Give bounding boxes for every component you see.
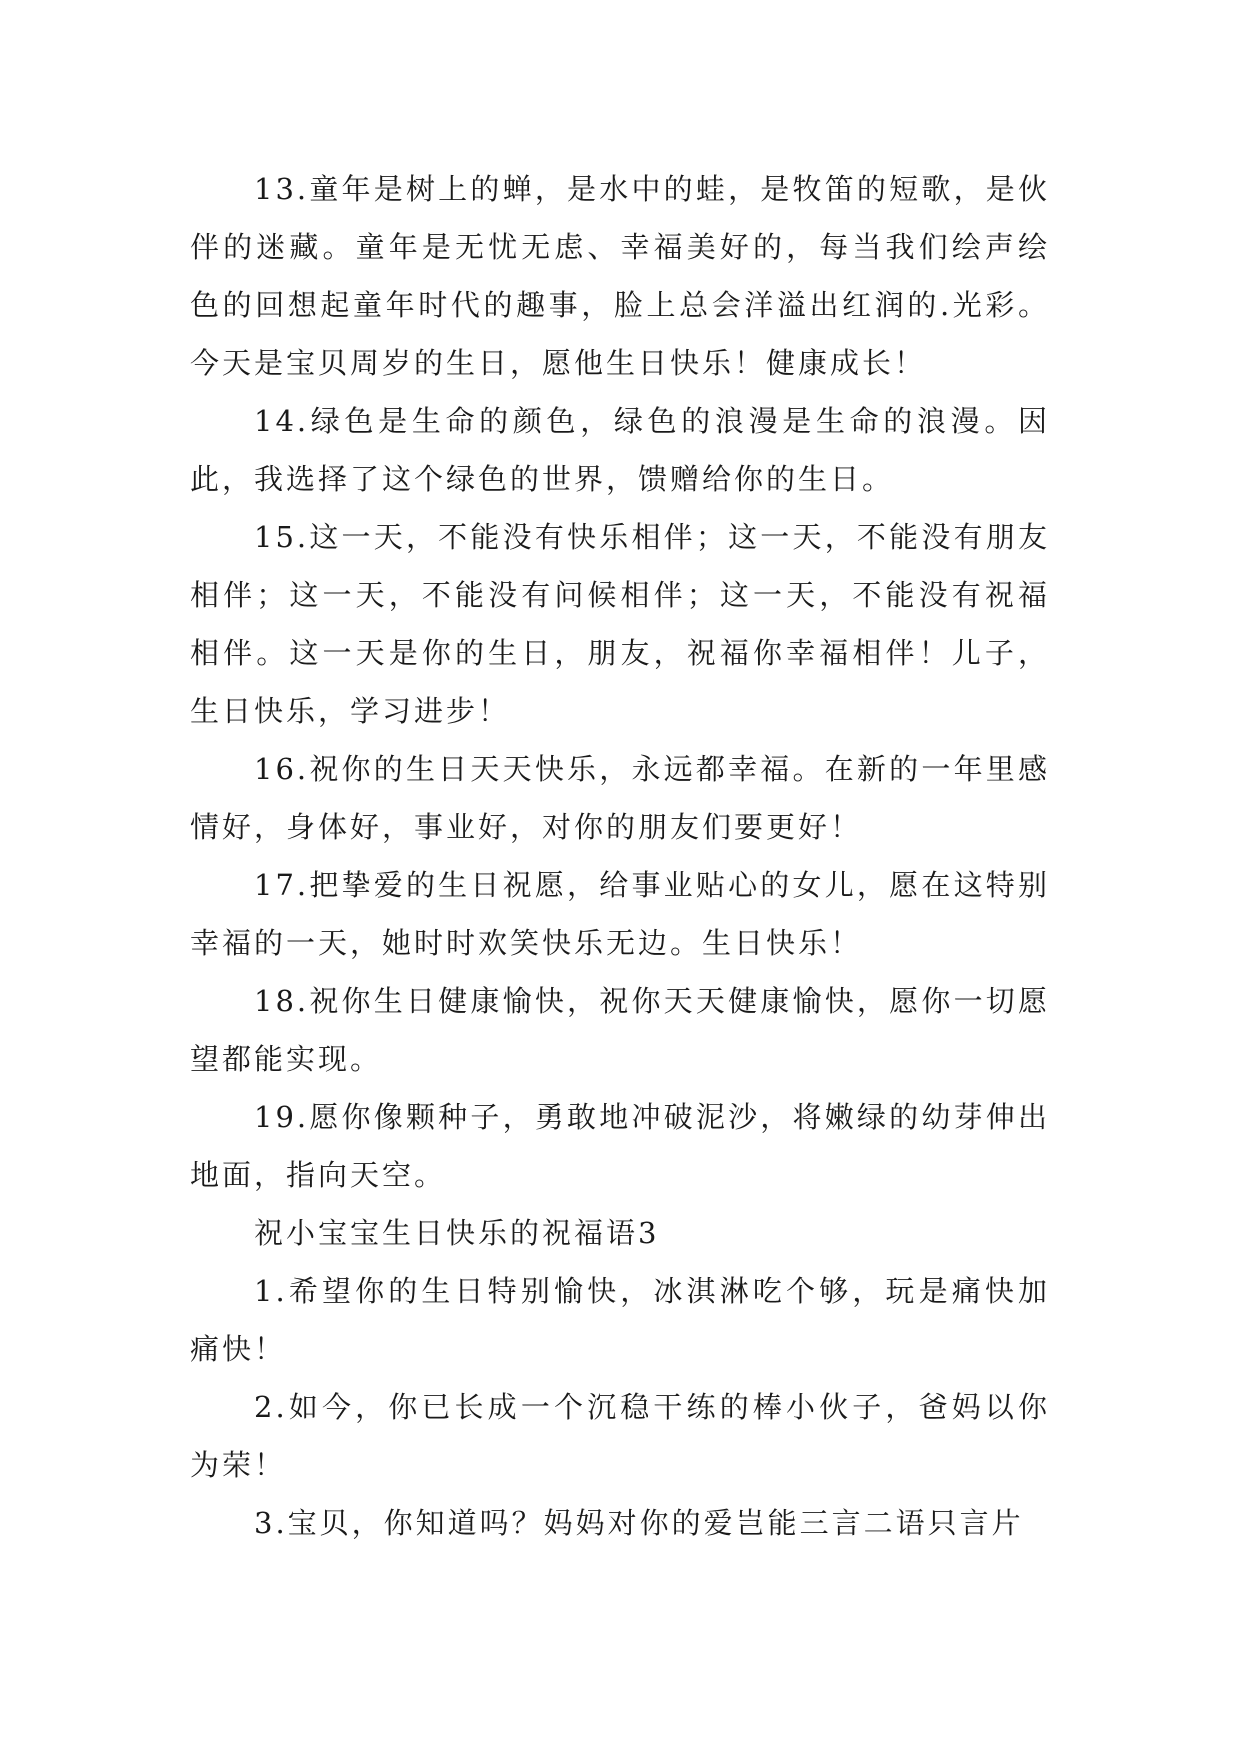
document-body [190,160,1050,1552]
paragraph-17: 17.把挚爱的生日祝愿，给事业贴心的女儿，愿在这特别幸福的一天，她时时欢笑快乐无边。生日快乐！ [190,868,1050,960]
section-heading: 祝小宝宝生日快乐的祝福语3 [254,1216,660,1250]
paragraph-18: 18.祝你生日健康愉快，祝你天天健康愉快，愿你一切愿望都能实现。 [190,984,1050,1076]
paragraph-3: 3.宝贝，你知道吗？妈妈对你的爱岂能三言二语只言片 [254,1506,1024,1540]
paragraph-15: 15.这一天，不能没有快乐相伴；这一天，不能没有朋友相伴；这一天，不能没有问候相伴；这一天，不能没有祝福相伴。这一天是你的生日，朋友，祝福你幸福相伴！儿子，生日快乐，学习进步！ [190,520,1050,728]
paragraph-19: 19.愿你像颗种子，勇敢地冲破泥沙，将嫩绿的幼芽伸出地面，指向天空。 [190,1100,1050,1192]
paragraph-14: 14.绿色是生命的颜色，绿色的浪漫是生命的浪漫。因此，我选择了这个绿色的世界，馈赠给你的生日。 [190,404,1050,496]
paragraph-2: 2.如今，你已长成一个沉稳干练的棒小伙子，爸妈以你为荣！ [190,1390,1050,1482]
paragraph-13: 13.童年是树上的蝉，是水中的蛙，是牧笛的短歌，是伙伴的迷藏。童年是无忧无虑、幸福美好的，每当我们绘声绘色的回想起童年时代的趣事，脸上总会洋溢出红润的.光彩。今天是宝贝周岁的生日，愿他生日快乐！健康成长！ [190,172,1050,380]
paragraph-16: 16.祝你的生日天天快乐，永远都幸福。在新的一年里感情好，身体好，事业好，对你的朋友们要更好！ [190,752,1050,844]
paragraph-1: 1.希望你的生日特别愉快，冰淇淋吃个够，玩是痛快加痛快！ [190,1274,1050,1366]
